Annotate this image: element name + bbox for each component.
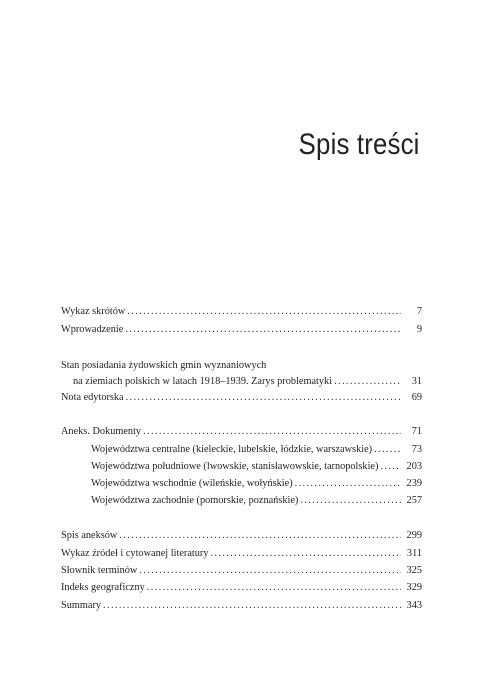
toc-entry-label: Wprowadzenie (61, 324, 124, 335)
toc-entry-label: Województwa wschodnie (wileńskie, wołyńskie) (91, 478, 293, 489)
toc-entry-wojewodztwa-poludniowe[interactable] (91, 459, 422, 475)
dot-leader (210, 546, 401, 562)
toc-entry-indeks-geograficzny[interactable] (61, 580, 422, 596)
toc-entry-label: Województwa centralne (kieleckie, lubelskie, łódzkie, warszawskie) (91, 444, 373, 455)
toc-entry-wojewodztwa-centralne[interactable] (91, 442, 422, 458)
toc-entry-wprowadzenie[interactable] (61, 322, 422, 338)
dot-leader (125, 322, 401, 338)
dot-leader (300, 493, 401, 509)
toc-entry-aneks-dokumenty[interactable] (61, 424, 422, 440)
toc-entry-page: 343 (406, 600, 422, 611)
toc-entry-label: Indeks geograficzny (61, 582, 145, 593)
dot-leader (103, 598, 401, 614)
toc-entry-label: Spis aneksów (61, 530, 118, 541)
toc-entry-label: Aneks. Dokumenty (61, 426, 142, 437)
page-title: Spis treści (299, 128, 420, 161)
toc-entry-page: 9 (416, 324, 422, 335)
toc-entry-label: Stan posiadania żydowskich gmin wyznaniowych (61, 360, 267, 371)
dot-leader (380, 459, 401, 475)
toc-entry-page: 73 (411, 444, 422, 455)
dot-leader (295, 476, 401, 492)
toc-entry-label: Wykaz źródeł i cytowanej literatury (61, 548, 209, 559)
toc-entry-page: 71 (411, 426, 422, 437)
toc-entry-page: 299 (406, 530, 422, 541)
toc-entry-wojewodztwa-zachodnie[interactable] (91, 493, 422, 509)
toc-entry-page: 203 (406, 461, 422, 472)
dot-leader (147, 580, 401, 596)
dot-leader (119, 528, 401, 544)
dot-leader (143, 424, 401, 440)
toc-entry-stan-posiadania-line1[interactable] (61, 358, 422, 374)
toc-entry-wojewodztwa-wschodnie[interactable] (91, 476, 422, 492)
toc-entry-summary[interactable] (61, 598, 422, 614)
toc-entry-page: 329 (406, 582, 422, 593)
toc-entry-page: 69 (411, 392, 422, 403)
toc-entry-label: na ziemiach polskich w latach 1918–1939. Zarys problematyki (73, 376, 333, 387)
dot-leader (127, 304, 401, 320)
dot-leader (374, 442, 401, 458)
toc-entry-spis-aneksow[interactable] (61, 528, 422, 544)
toc-entry-nota-edytorska[interactable] (61, 390, 422, 406)
toc-entry-page: 31 (411, 376, 422, 387)
toc-entry-stan-posiadania[interactable] (73, 374, 422, 390)
toc-entry-label: Słownik terminów (61, 565, 138, 576)
toc-entry-page: 325 (406, 565, 422, 576)
toc-entry-page: 257 (406, 495, 422, 506)
toc-entry-page: 239 (406, 478, 422, 489)
toc-entry-label: Wykaz skrótów (61, 306, 126, 317)
toc-entry-label: Województwa południowe (lwowskie, stanisławowskie, tarnopolskie) (91, 461, 379, 472)
dot-leader (334, 374, 401, 390)
dot-leader (126, 390, 401, 406)
toc-entry-page: 7 (416, 306, 422, 317)
toc-entry-label: Województwa zachodnie (pomorskie, poznańskie) (91, 495, 299, 506)
toc-entry-label: Nota edytorska (61, 392, 124, 403)
toc-entry-page: 311 (406, 548, 422, 559)
toc-entry-slownik-terminow[interactable] (61, 563, 422, 579)
dot-leader (139, 563, 401, 579)
toc-entry-wykaz-skrotow[interactable] (61, 304, 422, 320)
toc-entry-wykaz-zrodel[interactable] (61, 546, 422, 562)
toc-entry-label: Summary (61, 600, 102, 611)
